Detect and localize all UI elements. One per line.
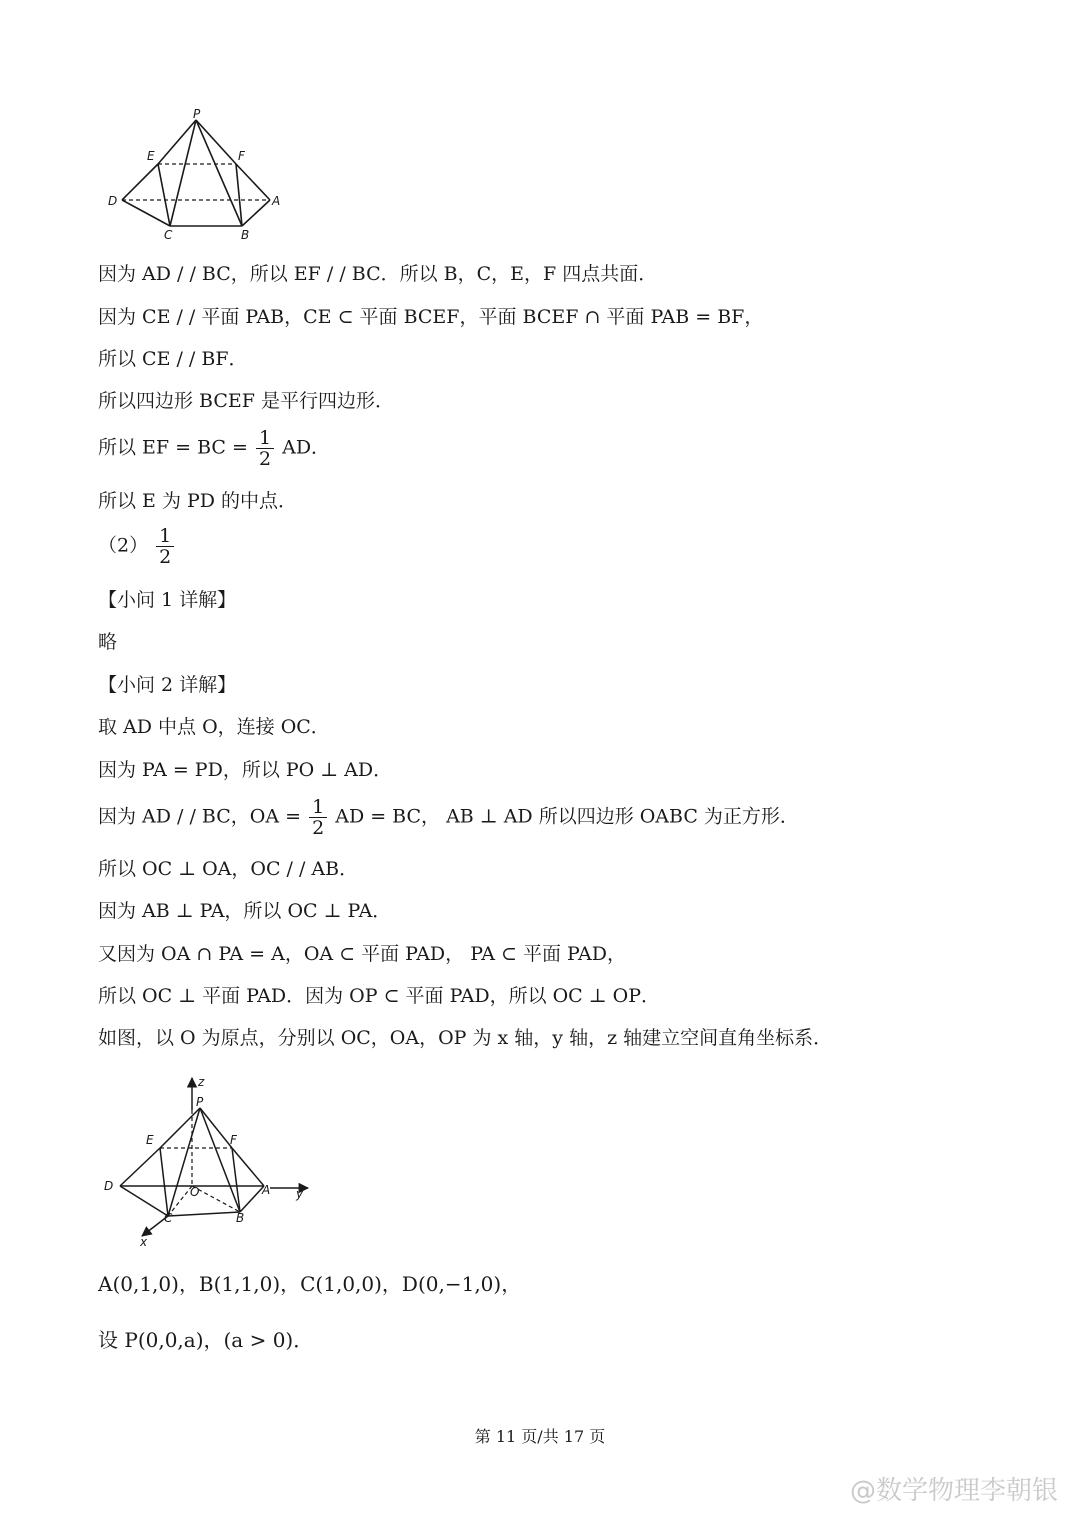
pyramid-figure-1 (100, 108, 300, 244)
line13-post: AD = BC， AB ⊥ AD 所以四边形 OABC 为正方形． (335, 805, 799, 828)
text-line-5 (98, 428, 330, 469)
line7-pre: （2） (98, 534, 149, 557)
text-line-11: 取 AD 中点 O，连接 OC． (98, 716, 330, 738)
label-F: F (230, 1133, 237, 1147)
text-line-2: 因为 CE / / 平面 PAB，CE ⊂ 平面 BCEF，平面 BCEF ∩ 平面 PAB = BF， (98, 306, 764, 328)
label-B: B (241, 228, 250, 242)
label-D: D (104, 1179, 114, 1193)
watermark: @数学物理李朝银 (849, 1476, 1058, 1506)
label-P: P (193, 108, 201, 121)
section-heading-1: 【小问 1 详解】 (98, 589, 237, 611)
text-line-17: 所以 OC ⊥ 平面 PAD．因为 OP ⊂ 平面 PAD，所以 OC ⊥ OP． (98, 985, 661, 1007)
text-line-14: 所以 OC ⊥ OA，OC / / AB． (98, 858, 359, 880)
label-y: y (296, 1187, 304, 1201)
fraction-denominator: 2 (159, 546, 172, 568)
label-z: z (198, 1075, 205, 1089)
fraction-numerator: 1 (156, 526, 174, 547)
text-line-1: 因为 AD / / BC，所以 EF / / BC．所以 B，C，E，F 四点共面． (98, 263, 658, 285)
fraction-numerator: 1 (309, 797, 327, 818)
text-line-19: A(0,1,0)，B(1,1,0)，C(1,0,0)，D(0,−1,0)， (98, 1272, 522, 1296)
text-line-9: 略 (98, 631, 118, 653)
label-A: A (272, 194, 281, 208)
label-F: F (238, 149, 245, 163)
text-line-4: 所以四边形 BCEF 是平行四边形． (98, 390, 394, 412)
text-line-13 (98, 797, 799, 838)
text-line-20: 设 P(0,0,a)，(a > 0)． (98, 1328, 314, 1352)
text-line-15: 因为 AB ⊥ PA，所以 OC ⊥ PA． (98, 900, 392, 922)
label-O: O (190, 1185, 200, 1199)
label-x: x (140, 1235, 148, 1249)
label-C: C (164, 228, 173, 242)
fraction-half (309, 797, 327, 838)
fraction-answer (156, 526, 174, 567)
line5-post: AD． (282, 436, 331, 459)
section-heading-2: 【小问 2 详解】 (98, 674, 237, 696)
label-E: E (146, 1133, 154, 1147)
text-line-18: 如图，以 O 为原点，分别以 OC，OA，OP 为 x 轴，y 轴，z 轴建立空间直角坐标系． (98, 1027, 833, 1049)
text-line-7 (98, 526, 176, 567)
text-line-16: 又因为 OA ∩ PA = A，OA ⊂ 平面 PAD， PA ⊂ 平面 PAD， (98, 943, 626, 965)
fraction-denominator: 2 (258, 448, 272, 470)
line5-pre: 所以 EF = BC = (98, 436, 248, 459)
coordinate-figure-2 (100, 1070, 330, 1250)
label-C: C (164, 1211, 173, 1225)
label-E: E (147, 149, 155, 163)
fraction-half (256, 428, 274, 469)
text-line-3: 所以 CE / / BF． (98, 348, 248, 370)
label-B: B (236, 1211, 245, 1225)
fraction-denominator: 2 (312, 817, 325, 839)
text-line-12: 因为 PA = PD，所以 PO ⊥ AD． (98, 759, 393, 781)
label-A: A (262, 1183, 271, 1197)
label-D: D (108, 194, 118, 208)
text-line-6: 所以 E 为 PD 的中点． (98, 490, 298, 512)
label-P: P (196, 1095, 204, 1109)
fraction-numerator: 1 (256, 428, 274, 449)
line13-pre: 因为 AD / / BC，OA = (98, 805, 302, 828)
page-footer: 第 11 页/共 17 页 (474, 1427, 606, 1446)
